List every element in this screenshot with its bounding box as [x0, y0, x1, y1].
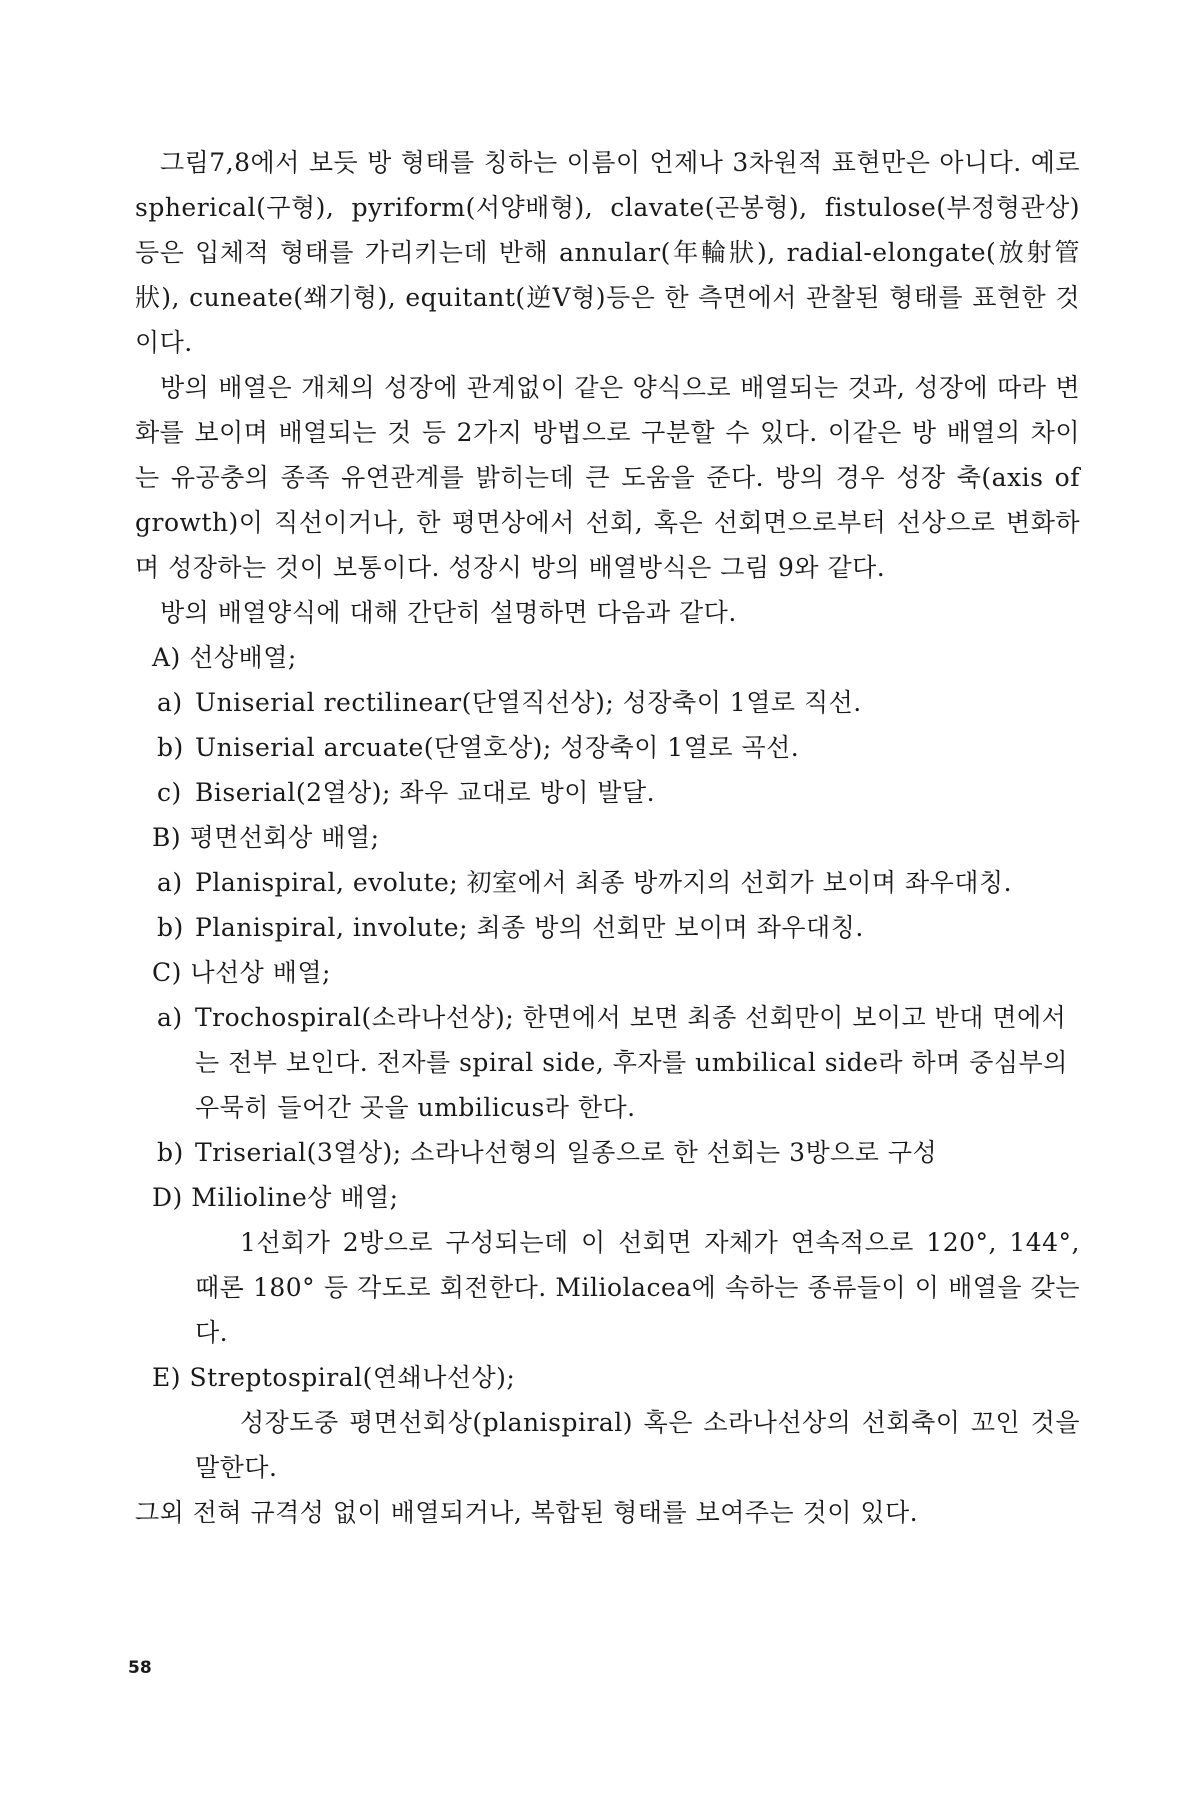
item-marker: b) [157, 733, 184, 762]
list-item-b-a [135, 860, 1080, 905]
section-e-heading: E) Streptospiral(연쇄나선상); [152, 1363, 516, 1392]
item-text: Planispiral, evolute; 初室에서 최종 방까지의 선회가 보이며 좌우대칭. [195, 868, 1013, 897]
paragraph-2: 방의 배열은 개체의 성장에 관계없이 같은 양식으로 배열되는 것과, 성장에 따라 변화를 보이며 배열되는 것 등 2가지 방법으로 구분할 수 있다. 이같은 방 배열의 차이는 유공충의 종족 유연관계를 밝히는데 큰 도움을 준다. 방의 경우 성장 축(axis of growth)이 직선이거나, 한 평면상에서 선회, 혹은 선회면으로부터 선상으로 변화하며 성장하는 것이 보통이다. 성장시 방의 배열방식은 그림 9와 같다. [135, 373, 1080, 582]
section-a-heading: A) 선상배열; [152, 643, 297, 672]
list-item-a-b [135, 725, 1080, 770]
list-item-c-b [135, 1130, 1080, 1175]
section-d-body: 1선회가 2방으로 구성되는데 이 선회면 자체가 연속적으로 120°, 144°, 때론 180° 등 각도로 회전한다. Miliolacea에 속하는 종류들이 이 배열을 갖는다. [195, 1228, 1080, 1347]
body-text [135, 140, 1080, 1535]
section-d-heading: D) Milioline상 배열; [152, 1183, 399, 1212]
page-number: 58 [128, 1658, 152, 1678]
list-item-a-a [135, 680, 1080, 725]
item-text: Triserial(3열상); 소라나선형의 일종으로 한 선회는 3방으로 구성 [195, 1138, 938, 1167]
item-marker: b) [157, 1138, 184, 1167]
section-c-heading: C) 나선상 배열; [152, 958, 331, 987]
item-marker: b) [157, 913, 184, 942]
item-text: Planispiral, involute; 최종 방의 선회만 보이며 좌우대칭. [195, 913, 864, 942]
item-text: Trochospiral(소라나선상); 한면에서 보면 최종 선회만이 보이고 반대 면에서는 전부 보인다. 전자를 spiral side, 후자를 umbilical side라 하며 중심부의 우묵히 들어간 곳을 umbilicus라 한다. [195, 1003, 1068, 1122]
paragraph-3: 방의 배열양식에 대해 간단히 설명하면 다음과 같다. [160, 598, 737, 627]
list-item-b-b [135, 905, 1080, 950]
paragraph-1: 그림7,8에서 보듯 방 형태를 칭하는 이름이 언제나 3차원적 표현만은 아니다. 예로 spherical(구형), pyriform(서양배형), clavate(곤봉형), fistulose(부정형관상) 등은 입체적 형태를 가리키는데 반해 annular(年輪狀), radial-elongate(放射管狀), cuneate(쐐기형), equitant(逆V형)등은 한 측면에서 관찰된 형태를 표현한 것이다. [135, 148, 1080, 357]
item-marker: c) [157, 778, 182, 807]
item-marker: a) [157, 1003, 183, 1032]
list-item-c-a [135, 995, 1080, 1130]
item-marker: a) [157, 868, 183, 897]
section-b-heading: B) 평면선회상 배열; [152, 823, 380, 852]
item-marker: a) [157, 688, 183, 717]
item-text: Biserial(2열상); 좌우 교대로 방이 발달. [195, 778, 656, 807]
section-e-body: 성장도중 평면선회상(planispiral) 혹은 소라나선상의 선회축이 꼬인 것을 말한다. [195, 1408, 1080, 1482]
item-text: Uniserial rectilinear(단열직선상); 성장축이 1열로 직선. [195, 688, 862, 717]
closing-paragraph: 그외 전혀 규격성 없이 배열되거나, 복합된 형태를 보여주는 것이 있다. [135, 1498, 919, 1527]
item-text: Uniserial arcuate(단열호상); 성장축이 1열로 곡선. [195, 733, 800, 762]
list-item-a-c [135, 770, 1080, 815]
